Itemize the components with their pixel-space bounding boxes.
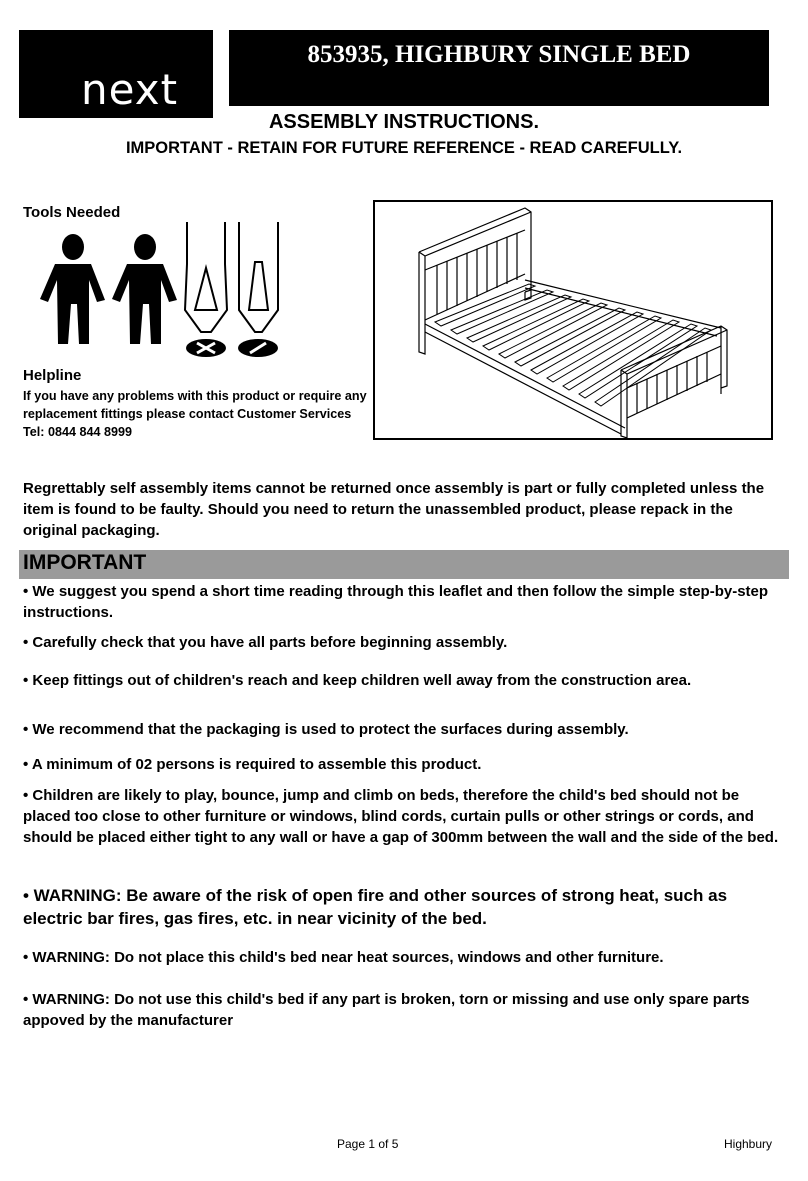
important-section-header bbox=[19, 550, 789, 579]
instruction-bullet: • Children are likely to play, bounce, jump and climb on beds, therefore the child's bed should not be placed too close to other furniture or windows, blind cords, curtain pulls or other strings or cords, and should be placed either tight to any wall or have a gap of 300mm between the wall and the side of the bed. bbox=[23, 787, 779, 846]
instruction-bullet: • A minimum of 02 persons is required to assemble this product. bbox=[23, 756, 482, 773]
product-title: 853935, HIGHBURY SINGLE BED bbox=[307, 41, 691, 68]
page-subheading: IMPORTANT - RETAIN FOR FUTURE REFERENCE - READ CAREFULLY. bbox=[125, 139, 683, 157]
instruction-bullet: • We suggest you spend a short time reading through this leaflet and then follow the simple step-by-step instructions. bbox=[23, 583, 769, 621]
tools-illustration bbox=[35, 222, 295, 362]
bed-illustration-frame bbox=[373, 200, 773, 440]
tools-needed-label: Tools Needed bbox=[23, 204, 121, 221]
instruction-bullet: • Carefully check that you have all parts before beginning assembly. bbox=[23, 634, 508, 651]
warning-bullet: • WARNING: Be aware of the risk of open fire and other sources of strong heat, such as electric bar fires, gas fires, etc. in near vicinity of the bed. bbox=[23, 886, 728, 928]
page-heading: ASSEMBLY INSTRUCTIONS. bbox=[268, 111, 540, 133]
phillips-screwdriver-icon bbox=[239, 222, 278, 332]
instruction-bullet: • Keep fittings out of children's reach and keep children well away from the construction area. bbox=[23, 672, 692, 689]
person-icon bbox=[112, 234, 177, 344]
instruction-bullet: • We recommend that the packaging is used to protect the surfaces during assembly. bbox=[23, 721, 629, 738]
warning-bullet: • WARNING: Do not use this child's bed if any part is broken, torn or missing and use only spare parts appoved by the manufacturer bbox=[23, 991, 750, 1029]
footer-product-name: Highbury bbox=[724, 1137, 773, 1151]
returns-disclaimer: Regrettably self assembly items cannot be returned once assembly is part or fully completed unless the item is found to be faulty. Should you need to return the unassembled product, please repack in the original packaging. bbox=[23, 480, 765, 539]
next-logo bbox=[19, 30, 213, 118]
flathead-screwdriver-icon bbox=[185, 222, 227, 332]
title-bar bbox=[229, 30, 769, 106]
helpline-text: If you have any problems with this product or require any replacement fittings please contact Customer Services Tel: 0844 844 8999 bbox=[23, 389, 367, 439]
warning-bullet: • WARNING: Do not place this child's bed near heat sources, windows and other furniture. bbox=[23, 949, 664, 966]
helpline-label: Helpline bbox=[23, 367, 82, 384]
bed-illustration bbox=[375, 202, 771, 438]
logo-text: next bbox=[81, 65, 179, 114]
page-number: Page 1 of 5 bbox=[337, 1137, 399, 1151]
person-icon bbox=[40, 234, 105, 344]
important-title: IMPORTANT bbox=[23, 551, 147, 574]
